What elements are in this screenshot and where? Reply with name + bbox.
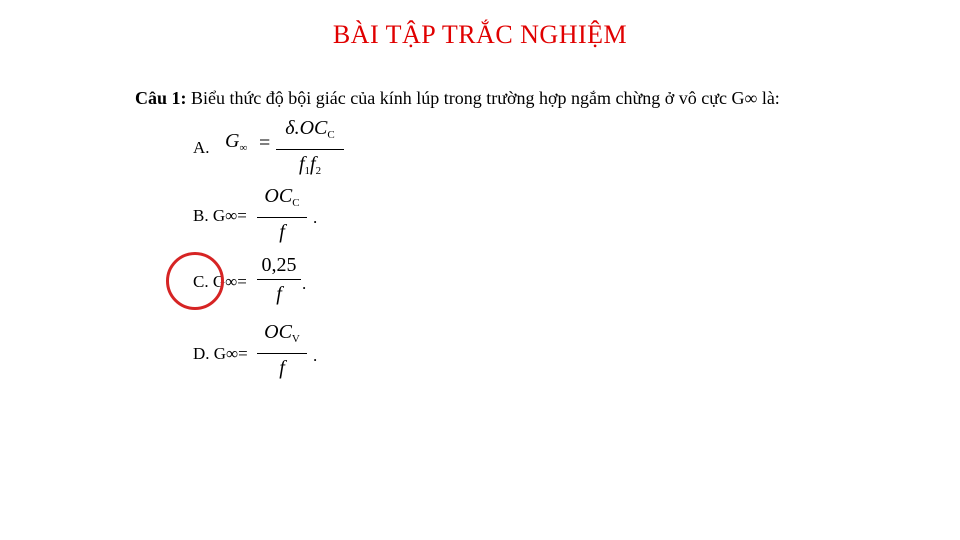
option-d-prefix: D. G∞= <box>193 344 248 363</box>
option-b-numerator: $OC_C$ <box>264 185 300 209</box>
option-c-numerator: 0,25 <box>261 254 297 276</box>
option-d-dot: . <box>313 346 318 365</box>
option-a-equals: = <box>259 132 271 154</box>
fraction-bar <box>257 279 301 280</box>
question-text: Biểu thức độ bội giác của kính lúp trong trường hợp ngắm chừng ở vô cực G∞ là: <box>186 88 780 108</box>
option-a-letter: A. <box>193 138 210 157</box>
fraction-bar <box>276 149 344 150</box>
option-b-prefix: B. G∞= <box>193 206 247 225</box>
option-d-numerator: $OC_V$ <box>264 321 300 345</box>
fraction-bar <box>257 217 307 218</box>
option-d-fraction <box>257 320 307 380</box>
option-b-fraction <box>257 184 307 244</box>
option-a-numerator: $\delta.OC_C$ <box>285 117 335 141</box>
option-a-fraction <box>276 116 344 183</box>
option-a-denominator: $f_1f_2$ <box>298 153 322 178</box>
option-b-dot: . <box>313 208 318 227</box>
option-c-denominator: f <box>276 283 282 306</box>
fraction-bar <box>257 353 307 354</box>
option-c-prefix: C. G∞= <box>193 272 247 291</box>
answer-circle-annotation <box>166 252 224 310</box>
option-c-fraction <box>257 253 301 306</box>
option-c-dot: . <box>302 274 307 293</box>
option-a-lhs: $G_\infty$ <box>225 130 248 154</box>
question-1 <box>135 88 780 109</box>
question-label: Câu 1: <box>135 88 187 108</box>
option-d-denominator: f <box>279 357 285 380</box>
option-b-denominator: f <box>279 221 285 244</box>
slide-title: BÀI TẬP TRẮC NGHIỆM <box>332 20 628 49</box>
